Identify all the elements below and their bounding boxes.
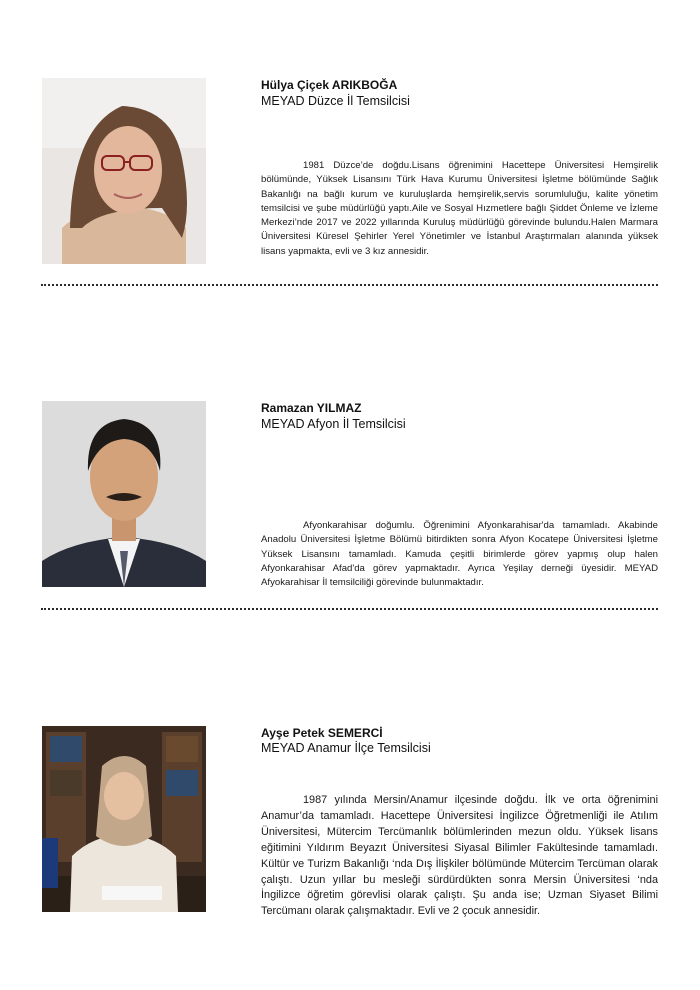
section-divider — [41, 608, 658, 610]
member-bio: Afyonkarahisar doğumlu. Öğrenimini Afyonkarahisar'da tamamladı. Akabinde Anadolu Üniversitesi İşletme Bölümü bitirdikten sonra Afyon Kocatepe Üniversitesi İşletme Yüksek Lisansını tamamladı. Kamuda çeşitli birimlerde görev yapmış olup halen Afyonkarahisar Afad'da görev yapmaktadır. Ayrıca Yeşilay derneği üyesidir. MEYAD Afyokarahisar İl temsilciliği görevinde bulunmaktadır. — [261, 520, 658, 589]
member-photo — [42, 726, 206, 912]
member-bio: 1987 yılında Mersin/Anamur ilçesinde doğdu. İlk ve orta öğrenimini Anamur’da tamamladı. Hacettepe Üniversitesi İngilizce Öğretmenliği ile Atılım Üniversitesi, Mütercim Tercümanlık bölümlerinden mezun oldu. Yüksek lisans eğitimini Yıldırım Beyazıt Üniversitesi Siyasal Bilimler Fakültesinde tamamladı. Kültür ve Turizm Bakanlığı ‘nda Dış İlişkiler bölümünde Mütercim Tercüman olarak çalıştı. Uzun yıllar bu mesleği sürdürdükten sonra Mersin Üniversitesi ‘nda İngilizce öğretim görevlisi olarak çalıştı. Şu anda ise; Uzman Siyaset Bilimi Tercümanı olarak çalışmaktadır. Evli ve 2 çocuk annesidir. — [261, 794, 658, 918]
member-role: MEYAD Düzce İl Temsilcisi — [261, 94, 410, 108]
member-name: Ramazan YILMAZ — [261, 401, 362, 415]
member-photo — [42, 78, 206, 264]
member-photo — [42, 401, 206, 587]
member-role: MEYAD Afyon İl Temsilcisi — [261, 417, 406, 431]
member-name: Ayşe Petek SEMERCİ — [261, 726, 383, 740]
member-bio: 1981 Düzce’de doğdu.Lisans öğrenimini Hacettepe Üniversitesi Hemşirelik bölümünde, Yüksek Lisansını Türk Hava Kurumu Üniversitesi İşletme bölümünde Sağlık Bakanlığı na bağlı kurum ve kuruluşlarda hemşirelik,servis sorumluluğu, kalite yönetim temsilcisi ve şube müdürlüğü yaptı.Aile ve Sosyal Hızmetlere bağlı Şiddet Önleme ve İzleme Merkezi’nde 2017 ve 2022 yıllarında Kuruluş müdürlüğü görevinde bulundu.Halen Marmara Üniversitesi Küresel Şehirler Yerel Yönetimler ve İstanbul Araştırmaları alanında yüksek lisans yapmakta, evli ve 3 kız annesidir. — [261, 160, 658, 257]
member-name: Hülya Çiçek ARIKBOĞA — [261, 78, 398, 92]
section-divider — [41, 284, 658, 286]
member-role: MEYAD Anamur İlçe Temsilcisi — [261, 741, 431, 755]
